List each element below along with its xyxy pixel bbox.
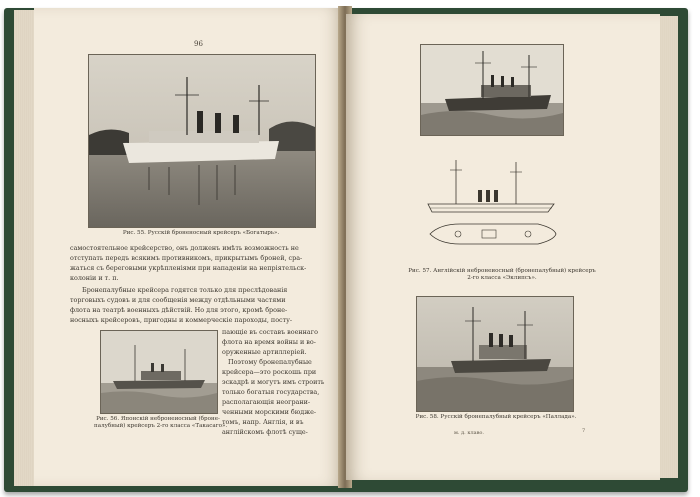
text-line: носныхъ крейсеровъ, пригодны и коммерческіе пароходы, посту- [70, 316, 293, 324]
signature-mark: м. д. клаво. [454, 430, 485, 436]
drawing-eclipse-plan [420, 154, 562, 254]
photo-pallada [416, 296, 574, 412]
text-line: Бронепалубные крейсера годятся только для преслѣдованія [82, 286, 288, 294]
side-text-line: флота на время войны и во- [222, 338, 316, 346]
figure-57-caption-line2: 2-го класса «Эклипсъ». [467, 275, 537, 281]
figure-55-caption: Рис. 55. Русскій броненосный крейсеръ «Богатырь». [122, 230, 280, 236]
side-text-line: только богатыя государства, [222, 388, 320, 396]
side-text-line: томъ, напр. Англія, и въ [222, 418, 304, 426]
side-text-line: располагающія неограни- [222, 398, 311, 406]
figure-57-caption-line1: Рис. 57. Англійскій небронеиосный (бронепалубный) крейсеръ [408, 268, 596, 274]
side-text-line: Поэтому бронепалубные [228, 358, 312, 366]
right-page [346, 14, 660, 480]
side-text-line: пающіе въ составъ военнаго [222, 328, 318, 336]
side-text-line: англійскомъ флотѣ суще- [222, 428, 308, 436]
side-text-line: оруженные артиллеріей. [222, 348, 307, 356]
figure-56-caption-line2: палубный) крейсеръ 2-го класса «Такасаго». [94, 423, 228, 429]
photo-takasago [100, 330, 218, 414]
text-line: колоніи и т. п. [70, 274, 119, 282]
side-text-line: ченными морскими бюдже- [222, 408, 317, 416]
side-text-line: эскадрѣ и могутъ имъ строить [222, 378, 325, 386]
signature-number: 7 [582, 428, 586, 434]
page-edges-left [14, 10, 36, 486]
figure-58-caption: Рис. 58. Русскій бронепалубный крейсеръ «Паллада». [415, 414, 577, 420]
text-line: отступать передъ всякимъ противникомъ, прикрытымъ броней, сра- [70, 254, 303, 262]
photo-eclipse [420, 44, 564, 136]
text-line: торговыхъ судовъ и для сообщенія между отдѣльными частями [70, 296, 286, 304]
text-line: флота на театрѣ военныхъ дѣйствій. Но для этого, кромѣ броне- [70, 306, 288, 314]
left-page [34, 8, 344, 486]
page-number: 96 [194, 40, 203, 48]
figure-56-caption-line1: Рис. 56. Японскій небронеиосный (броне- [96, 416, 220, 422]
photo-bogatyr [88, 54, 316, 228]
page-edges-right [658, 16, 678, 478]
text-line: самостоятельное крейсерство, онъ долженъ имѣть возможность не [70, 244, 299, 252]
side-text-line: крейсера—это роскошь при [222, 368, 317, 376]
text-line: жаться съ береговыми укрѣпленіями при нападеніи на непріятельск- [70, 264, 307, 272]
